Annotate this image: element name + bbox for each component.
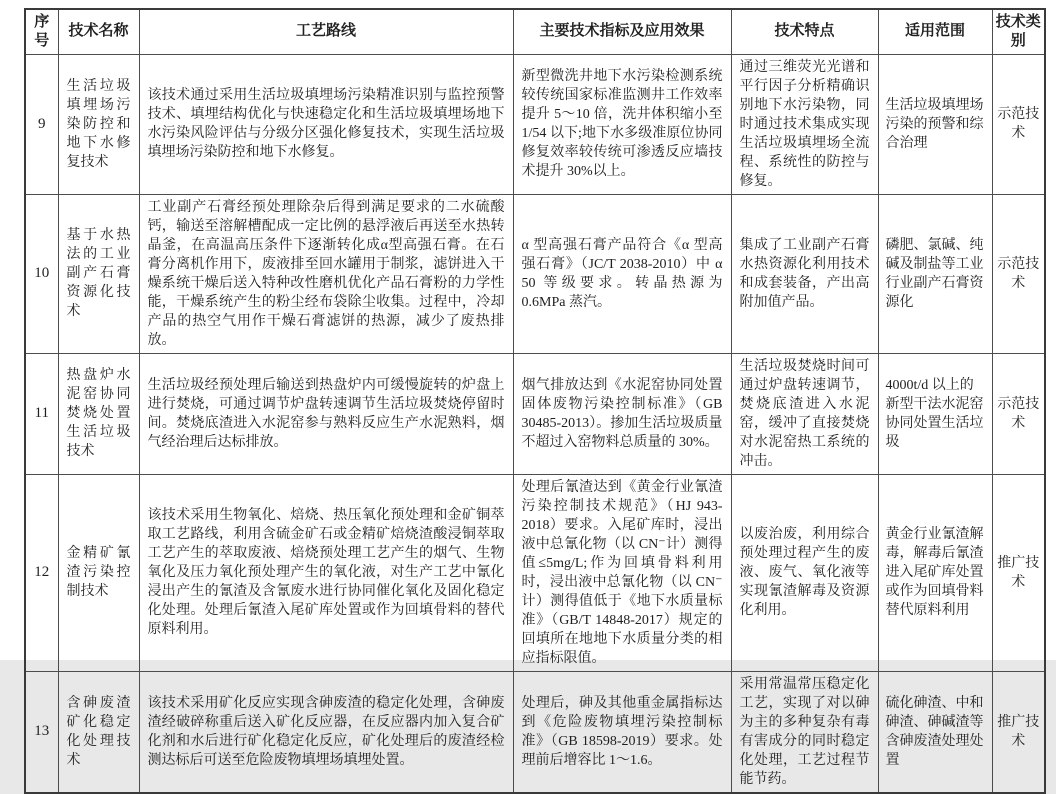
scope-cell: 生活垃圾填埋场污染的预警和综合治理	[878, 54, 992, 194]
features-cell: 以废治废，利用综合预处理过程产生的废液、废气、氧化液等实现氰渣解毒及资源化利用。	[731, 474, 878, 671]
header-process-route: 工艺路线	[139, 9, 513, 54]
technology-table	[24, 8, 1046, 794]
tech-name-cell: 金精矿氰渣污染控制技术	[58, 474, 139, 671]
indicators-cell: 新型微洗井地下水污染检测系统较传统国家标准监测井工作效率提升 5～10 倍，洗井体积缩小至 1/54 以下;地下水多级准原位协同修复效率较传统可渗透反应墙技术提升 30%以上。	[513, 54, 731, 194]
serial-number-cell: 9	[25, 54, 58, 194]
category-cell: 推广技术	[992, 671, 1045, 793]
scope-cell: 黄金行业氰渣解毒，解毒后氰渣进入尾矿库处置或作为回填骨料替代原料利用	[878, 474, 992, 671]
category-cell: 示范技术	[992, 353, 1045, 474]
features-cell: 集成了工业副产石膏水热资源化利用技术和成套装备，产出高附加值产品。	[731, 194, 878, 353]
category-cell: 推广技术	[992, 474, 1045, 671]
serial-number-cell: 10	[25, 194, 58, 353]
tech-name-cell: 热盘炉水泥窑协同焚烧处置生活垃圾技术	[58, 353, 139, 474]
tech-name-cell: 生活垃圾填埋场污染防控和地下水修复技术	[58, 54, 139, 194]
indicators-cell: 烟气排放达到《水泥窑协同处置固体废物污染控制标准》（GB 30485-2013）。掺加生活垃圾质量不超过入窑物料总质量的 30%。	[513, 353, 731, 474]
tech-name-cell: 基于水热法的工业副产石膏资源化技术	[58, 194, 139, 353]
scope-cell: 硫化砷渣、中和砷渣、砷碱渣等含砷废渣处理处置	[878, 671, 992, 793]
header-serial-number: 序号	[25, 9, 58, 54]
process-route-cell: 生活垃圾经预处理后输送到热盘炉内可缓慢旋转的炉盘上进行焚烧，可通过调节炉盘转速调节生活垃圾焚烧停留时间。焚烧底渣进入水泥窑参与熟料反应生产水泥熟料，烟气经治理后达标排放。	[139, 353, 513, 474]
header-scope: 适用范围	[878, 9, 992, 54]
table-row	[25, 671, 1045, 793]
scope-cell: 磷肥、氯碱、纯碱及制盐等工业行业副产石膏资源化	[878, 194, 992, 353]
process-route-cell: 该技术通过采用生活垃圾填埋场污染精准识别与监控预警技术、填埋结构优化与快速稳定化和生活垃圾填埋场地下水污染风险评估与分级分区强化修复技术，实现生活垃圾填埋场污染防控和地下水修复。	[139, 54, 513, 194]
process-route-cell: 该技术采用生物氧化、焙烧、热压氧化预处理和金矿铜萃取工艺路线，利用含硫金矿石或金精矿焙烧渣酸浸铜萃取工艺产生的萃取废液、焙烧预处理工艺产生的烟气、生物氧化及压力氧化预处理产生的氧化液，对生产工艺中氰化浸出产生的氰渣及含氰废水进行协同催化氧化及固化稳定化处理。处理后氰渣入尾矿库处置或作为回填骨料的替代原料利用。	[139, 474, 513, 671]
indicators-cell: 处理后氰渣达到《黄金行业氰渣污染控制技术规范》（HJ 943-2018）要求。入尾矿库时，浸出液中总氰化物（以 CN⁻计）测得值≤5mg/L;作为回填骨料利用时，浸出液中总氰化物（以 CN⁻计）测得值低于《地下水质量标准》（GB/T 14848-2017）规定的回填所在地地下水质量分类的相应指标限值。	[513, 474, 731, 671]
header-features: 技术特点	[731, 9, 878, 54]
category-cell: 示范技术	[992, 54, 1045, 194]
table-header-row	[25, 9, 1045, 54]
header-category: 技术类别	[992, 9, 1045, 54]
serial-number-cell: 11	[25, 353, 58, 474]
serial-number-cell: 12	[25, 474, 58, 671]
serial-number-cell: 13	[25, 671, 58, 793]
header-indicators: 主要技术指标及应用效果	[513, 9, 731, 54]
tech-name-cell: 含砷废渣矿化稳定化处理技术	[58, 671, 139, 793]
indicators-cell: α 型高强石膏产品符合《α 型高强石膏》（JC/T 2038-2010）中 α 50 等级要求。转晶热源为 0.6MPa 蒸汽。	[513, 194, 731, 353]
features-cell: 采用常温常压稳定化工艺，实现了对以砷为主的多种复杂有毒有害成分的同时稳定化处理，工艺过程节能节药。	[731, 671, 878, 793]
table-row	[25, 474, 1045, 671]
process-route-cell: 该技术采用矿化反应实现含砷废渣的稳定化处理，含砷废渣经破碎称重后送入矿化反应器，在反应器内加入复合矿化剂和水后进行矿化稳定化反应，矿化处理后的废渣经检测达标后可送至危险废物填埋场填埋处置。	[139, 671, 513, 793]
table-row	[25, 194, 1045, 353]
indicators-cell: 处理后，砷及其他重金属指标达到《危险废物填埋污染控制标准》（GB 18598-2019）要求。处理前后增容比 1～1.6。	[513, 671, 731, 793]
features-cell: 通过三维荧光光谱和平行因子分析精确识别地下水污染物，同时通过技术集成实现生活垃圾填埋场全流程、系统性的防控与修复。	[731, 54, 878, 194]
category-cell: 示范技术	[992, 194, 1045, 353]
scope-cell: 4000t/d 以上的新型干法水泥窑协同处置生活垃圾	[878, 353, 992, 474]
features-cell: 生活垃圾焚烧时间可通过炉盘转速调节，焚烧底渣进入水泥窑，缓冲了直接焚烧对水泥窑热工系统的冲击。	[731, 353, 878, 474]
table-row	[25, 353, 1045, 474]
process-route-cell: 工业副产石膏经预处理除杂后得到满足要求的二水硫酸钙，输送至溶解槽配成一定比例的悬浮液后再送至水热转晶釜，在高温高压条件下逐渐转化成α型高强石膏。在石膏分离机作用下，废液排至回水罐用于制浆，滤饼进入干燥系统干燥后送入特种改性磨机优化产品石膏粉的力学性能，干燥系统产生的粉尘经布袋除尘收集。过程中，冷却产品的热空气用作干燥石膏滤饼的热源，减少了废热排放。	[139, 194, 513, 353]
header-tech-name: 技术名称	[58, 9, 139, 54]
table-row	[25, 54, 1045, 194]
